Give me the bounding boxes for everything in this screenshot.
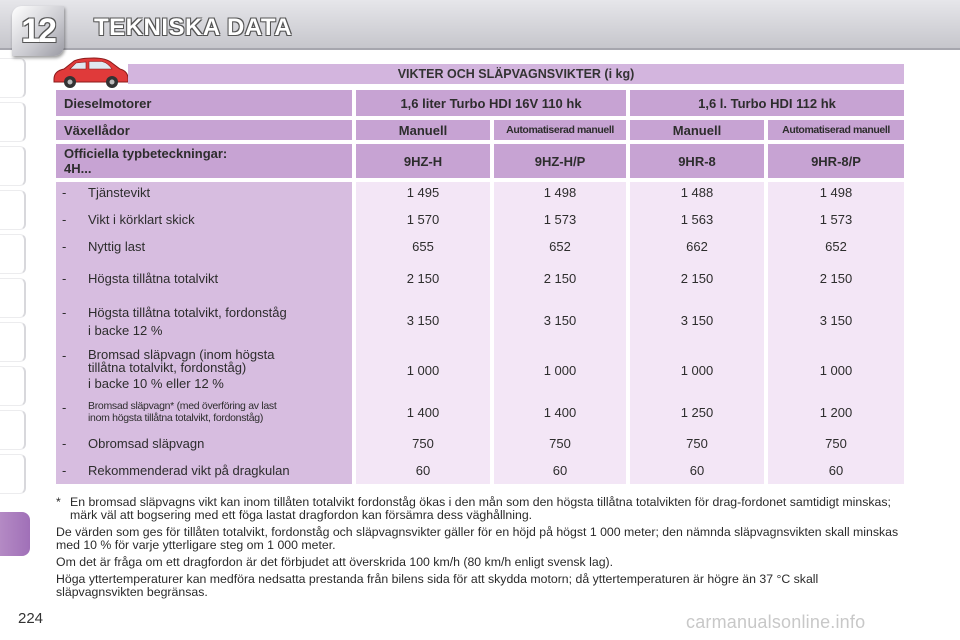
chapter-header bbox=[0, 0, 960, 50]
footnote-star bbox=[56, 496, 906, 522]
row-label-text: Vikt i körklart skick bbox=[88, 212, 195, 227]
chapter-number: 12 bbox=[21, 11, 55, 50]
footnotes bbox=[56, 496, 906, 603]
engine-header: 1,6 l. Turbo HDI 112 hk bbox=[630, 90, 904, 116]
chapter-tab[interactable] bbox=[0, 410, 26, 450]
table-cell: 3 150 bbox=[819, 313, 853, 328]
type-code: 9HZ-H/P bbox=[494, 144, 626, 178]
chapter-tab[interactable] bbox=[0, 58, 26, 98]
row-label bbox=[62, 436, 204, 451]
table-cell: 3 150 bbox=[406, 313, 440, 328]
table-cell: 750 bbox=[549, 436, 571, 451]
row-label-line: Bromsad släpvagn (inom högsta bbox=[88, 347, 275, 362]
table-cell: 2 150 bbox=[819, 271, 853, 286]
row-dash: - bbox=[62, 436, 67, 451]
table-cell: 1 498 bbox=[819, 185, 853, 200]
row-label-line: Bromsad släpvagn* (med överföring av last bbox=[88, 400, 277, 412]
chapter-title: TEKNISKA DATA bbox=[94, 14, 293, 41]
gearbox-header: Automatiserad manuell bbox=[494, 120, 626, 140]
row-label-text bbox=[88, 305, 287, 338]
type-label-line: 4H... bbox=[64, 161, 92, 176]
row-dash: - bbox=[62, 463, 67, 478]
page-number: 224 bbox=[18, 610, 44, 627]
chapter-tab[interactable] bbox=[0, 322, 26, 362]
gearbox-header: Manuell bbox=[356, 120, 490, 140]
row-dash: - bbox=[62, 348, 67, 363]
table-cell: 60 bbox=[689, 463, 705, 478]
table-cell: 3 150 bbox=[543, 313, 577, 328]
row-dash: - bbox=[62, 271, 67, 286]
chapter-tabs bbox=[0, 58, 30, 618]
chapter-tab[interactable] bbox=[0, 102, 26, 142]
table-cell: 1 573 bbox=[819, 212, 853, 227]
row-label-text: Högsta tillåtna totalvikt bbox=[88, 271, 219, 286]
row-label-text bbox=[88, 400, 276, 424]
row-label-text: Tjänstevikt bbox=[88, 185, 151, 200]
row-dash: - bbox=[62, 305, 67, 320]
type-code: 9HR-8 bbox=[630, 144, 764, 178]
row-label bbox=[62, 212, 195, 227]
row-dash: - bbox=[62, 212, 67, 227]
table-cell: 3 150 bbox=[680, 313, 714, 328]
table-cell: 1 000 bbox=[680, 363, 714, 378]
chapter-tab[interactable] bbox=[0, 278, 26, 318]
footnote-mark: * bbox=[56, 495, 61, 509]
type-label-line: Officiella typbeteckningar: bbox=[64, 146, 228, 161]
chapter-tab[interactable] bbox=[0, 454, 26, 494]
gearbox-header: Manuell bbox=[630, 120, 764, 140]
table-cell: 655 bbox=[412, 239, 434, 254]
table-cell: 1 573 bbox=[543, 212, 577, 227]
row-label bbox=[62, 400, 276, 424]
row-label-line: i backe 12 % bbox=[88, 323, 163, 338]
gearbox-label: Växellådor bbox=[56, 120, 352, 140]
table-cell: 750 bbox=[412, 436, 434, 451]
row-label-line: Högsta tillåtna totalvikt, fordonståg bbox=[88, 305, 287, 320]
engine-header: 1,6 liter Turbo HDI 16V 110 hk bbox=[356, 90, 626, 116]
row-label-text: Rekommenderad vikt på dragkulan bbox=[88, 463, 290, 478]
footnote-paragraph: Höga yttertemperaturer kan medföra nedsatta prestanda från bilens sida för att skydda motorn; då yttertemperaturen är högre än 37 °C skall släpvagnsvikten begränsas. bbox=[56, 572, 819, 599]
chapter-tab[interactable] bbox=[0, 366, 26, 406]
row-label-line: inom högsta tillåtna totalvikt, fordonståg) bbox=[88, 412, 264, 424]
row-label bbox=[62, 185, 150, 200]
table-title: VIKTER OCH SLÄPVAGNSVIKTER (i kg) bbox=[128, 64, 904, 84]
table-cell: 1 200 bbox=[819, 405, 853, 420]
table-cell: 2 150 bbox=[680, 271, 714, 286]
type-code: 9HR-8/P bbox=[768, 144, 904, 178]
row-label bbox=[62, 239, 145, 254]
table-cell: 1 498 bbox=[543, 185, 577, 200]
gearbox-header: Automatiserad manuell bbox=[768, 120, 904, 140]
row-label-line: i backe 10 % eller 12 % bbox=[88, 376, 224, 391]
table-cell: 1 400 bbox=[406, 405, 440, 420]
footnote-paragraph: Om det är fråga om ett dragfordon är det förbjudet att överskrida 100 km/h (80 km/h enligt svensk lag). bbox=[56, 555, 614, 569]
table-cell: 1 570 bbox=[406, 212, 440, 227]
row-label-text: Nyttig last bbox=[88, 239, 146, 254]
chapter-number-badge bbox=[12, 6, 64, 56]
table-cell: 60 bbox=[552, 463, 568, 478]
car-icon bbox=[50, 55, 130, 91]
table-cell: 1 000 bbox=[543, 363, 577, 378]
row-label bbox=[62, 348, 274, 390]
table-cell: 750 bbox=[686, 436, 708, 451]
type-label bbox=[56, 144, 352, 178]
row-label bbox=[62, 271, 218, 286]
watermark: carmanualsonline.info bbox=[686, 612, 866, 632]
table-cell: 1 250 bbox=[680, 405, 714, 420]
table-cell: 750 bbox=[825, 436, 847, 451]
table-cell: 2 150 bbox=[406, 271, 440, 286]
row-dash: - bbox=[62, 185, 67, 200]
table-cell: 60 bbox=[415, 463, 431, 478]
table-cell: 2 150 bbox=[543, 271, 577, 286]
row-label-text: Obromsad släpvagn bbox=[88, 436, 205, 451]
row-label bbox=[62, 305, 287, 338]
chapter-tab[interactable] bbox=[0, 234, 26, 274]
footnote-text: En bromsad släpvagns vikt kan inom tillåten totalvikt fordonståg ökas i den mån som den högsta tillåtna totalvikten för drag-fordonet samtidigt minskas; märk väl att bogsering med ett föga lastat dragfordon kan försämra dess väghållning. bbox=[70, 495, 891, 522]
table-cell: 60 bbox=[828, 463, 844, 478]
row-dash: - bbox=[62, 239, 67, 254]
table-cell: 652 bbox=[549, 239, 571, 254]
row-dash: - bbox=[62, 400, 67, 415]
row-label-text bbox=[88, 348, 274, 390]
engine-label: Dieselmotorer bbox=[56, 90, 352, 116]
row-label bbox=[62, 463, 290, 478]
table-cell: 1 488 bbox=[680, 185, 714, 200]
type-code: 9HZ-H bbox=[356, 144, 490, 178]
table-cell: 1 495 bbox=[406, 185, 440, 200]
table-cell: 1 563 bbox=[680, 212, 714, 227]
table-cell: 1 400 bbox=[543, 405, 577, 420]
table-cell: 652 bbox=[825, 239, 847, 254]
table-cell: 1 000 bbox=[406, 363, 440, 378]
table-cell: 1 000 bbox=[819, 363, 853, 378]
chapter-tab[interactable] bbox=[0, 190, 26, 230]
chapter-tab-active[interactable] bbox=[0, 512, 30, 556]
chapter-tab[interactable] bbox=[0, 146, 26, 186]
row-label-line: tillåtna totalvikt, fordonståg) bbox=[88, 360, 247, 375]
footnote-paragraph: De värden som ges för tillåten totalvikt, fordonståg och släpvagnsvikter gäller för en höjd på högst 1 000 meter; den nämnda släpvagnsvikten skall minskas med 10 % för varje ytterligare steg om 1 000 meter. bbox=[56, 525, 899, 552]
table-cell: 662 bbox=[686, 239, 708, 254]
